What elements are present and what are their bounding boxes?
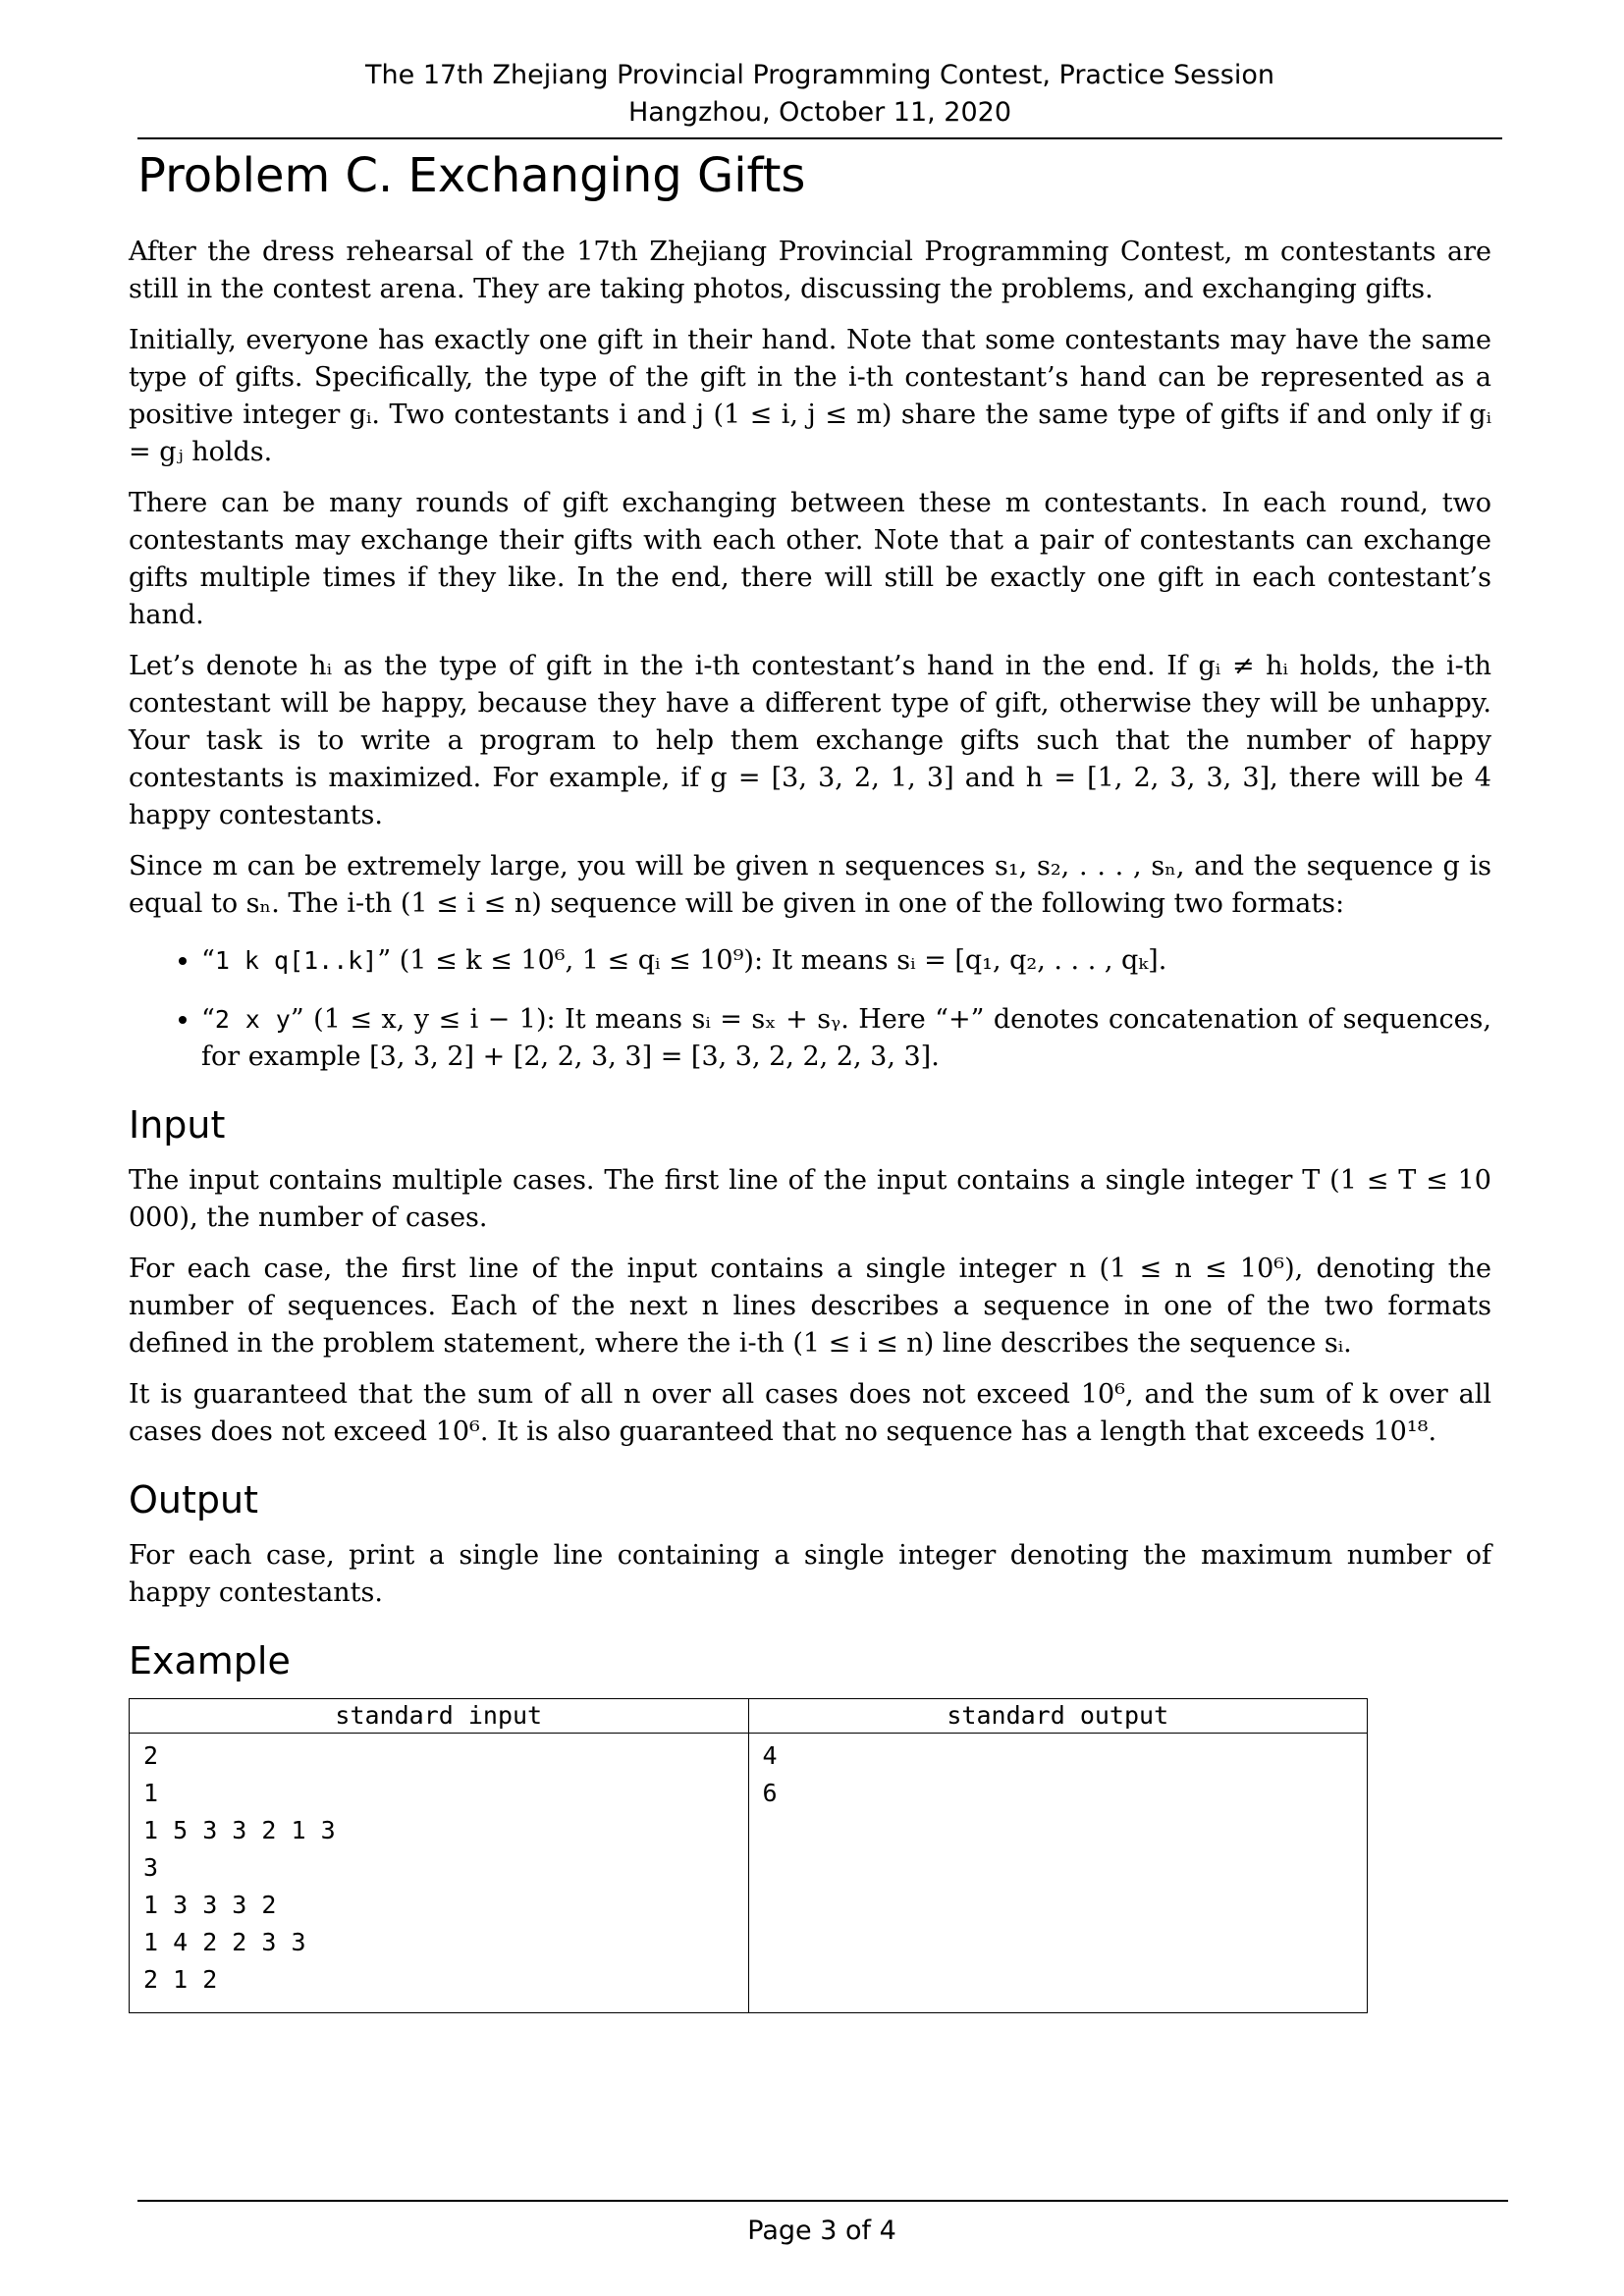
statement-paragraph-1: After the dress rehearsal of the 17th Zhejiang Provincial Programming Contest, m contestants are still in the contest arena. They are taking photos, discussing the problems, and exchanging gifts. [129,237,1491,304]
format-list [129,942,1491,1076]
output-line: 4 [762,1741,778,1770]
input-line: 3 [143,1853,159,1882]
example-heading: Example [129,1639,291,1682]
format-2-open-quote: “ [201,1004,215,1035]
standard-output-header: standard output [748,1699,1368,1734]
input-paragraph-1: The input contains multiple cases. The first line of the input contains a single integer T (1 ≤ T ≤ 10 000), the number of cases. [129,1165,1491,1233]
statement-paragraph-5: Since m can be extremely large, you will be given n sequences s₁, s₂, . . . , sₙ, and the sequence g is equal to sₙ. The i-th (1 ≤ i ≤ n) sequence will be given in one of the following two formats: [129,851,1491,919]
example-table [129,1698,1368,2013]
statement-paragraph-4: Let’s denote hᵢ as the type of gift in the i-th contestant’s hand in the end. If gᵢ ≠ hᵢ holds, the i-th contestant will be happy, because they have a different type of gift, otherwise they will be unhappy. Your task is to write a program to help them exchange gifts such that the number of happy contestants is maximized. For example, if g = [3, 3, 2, 1, 3] and h = [1, 2, 3, 3, 3], there will be 4 happy contestants. [129,651,1491,830]
format-1-code: 1 k q[1..k] [214,946,378,975]
standard-input-header: standard input [130,1699,749,1734]
contest-location-date: Hangzhou, October 11, 2020 [627,97,1012,128]
output-heading: Output [129,1478,258,1522]
input-paragraph-3: It is guaranteed that the sum of all n over all cases does not exceed 10⁶, and the sum of k over all cases does not exceed 10⁶. It is also guaranteed that no sequence has a length that exceeds 10¹⁸. [129,1379,1491,1447]
contest-name: The 17th Zhejiang Provincial Programming Contest, Practice Session [365,60,1274,90]
input-heading: Input [129,1103,226,1147]
input-line: 2 [143,1741,159,1770]
format-1-open-quote: “ [201,945,215,976]
standard-output-cell [748,1734,1368,2013]
format-2-description: ” (1 ≤ x, y ≤ i − 1): It means sᵢ = sₓ + sᵧ. Here “+” denotes concatenation of sequences, for example [3, 3, 2] + [2, 2, 3, 3] = [3, 3, 2, 2, 2, 3, 3]. [201,1004,1491,1072]
format-item-1 [201,942,1491,980]
output-paragraph-1: For each case, print a single line containing a single integer denoting the maximum number of happy contestants. [129,1540,1491,1608]
format-item-2 [201,1001,1491,1076]
format-2-code: 2 x y [214,1005,291,1034]
input-line: 1 4 2 2 3 3 [143,1928,306,1956]
page-number: Page 3 of 4 [747,2216,896,2246]
format-1-description: ” (1 ≤ k ≤ 10⁶, 1 ≤ qᵢ ≤ 10⁹): It means sᵢ = [q₁, q₂, . . . , qₖ]. [377,945,1167,976]
input-line: 2 1 2 [143,1965,218,1994]
header-divider [137,137,1502,139]
problem-title: Problem C. Exchanging Gifts [137,148,806,203]
footer-divider [137,2200,1508,2202]
input-line: 1 5 3 3 2 1 3 [143,1816,336,1844]
output-line: 6 [762,1779,778,1807]
input-line: 1 [143,1779,159,1807]
statement-paragraph-3: There can be many rounds of gift exchanging between these m contestants. In each round, two contestants may exchange their gifts with each other. Note that a pair of contestants can exchange gifts multiple times if they like. In the end, there will still be exactly one gift in each contestant’s hand. [129,488,1491,630]
standard-input-cell [130,1734,749,2013]
problem-body [129,234,1491,2013]
input-paragraph-2: For each case, the first line of the input contains a single integer n (1 ≤ n ≤ 10⁶), denoting the number of sequences. Each of the next n lines describes a sequence in one of the two formats defined in the problem statement, where the i-th (1 ≤ i ≤ n) line describes the sequence sᵢ. [129,1254,1491,1359]
input-line: 1 3 3 3 2 [143,1891,277,1919]
statement-paragraph-2: Initially, everyone has exactly one gift in their hand. Note that some contestants may have the same type of gifts. Specifically, the type of the gift in the i-th contestant’s hand can be represented as a positive integer gᵢ. Two contestants i and j (1 ≤ i, j ≤ m) share the same type of gifts if and only if gᵢ = gⱼ holds. [129,325,1491,467]
page-header [137,57,1502,132]
